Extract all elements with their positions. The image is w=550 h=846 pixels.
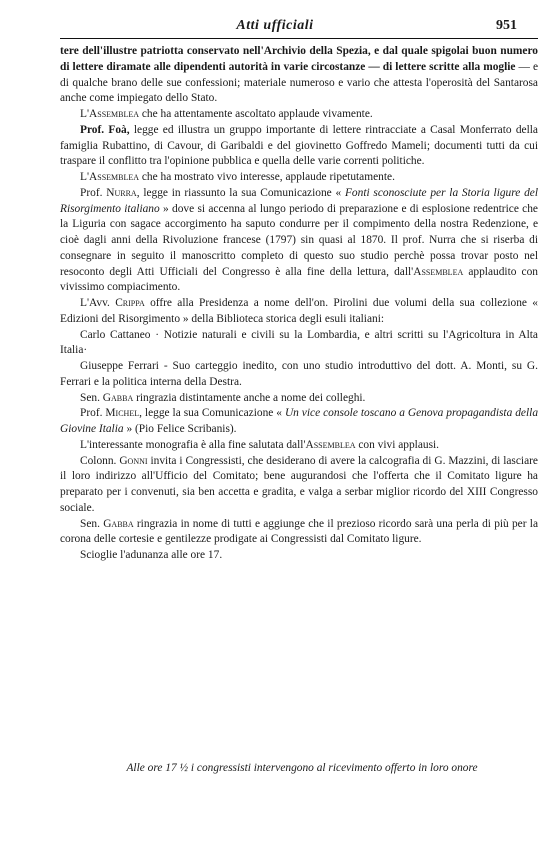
speaker-name: Gabba [102, 391, 134, 404]
paragraph-monografia [60, 438, 538, 454]
speaker-name: Michel [105, 407, 140, 420]
speaker-name: Nurra [106, 186, 137, 199]
paragraph-applause-1 [60, 107, 538, 123]
text-run: L' [80, 171, 90, 183]
paragraph-michel [60, 406, 538, 438]
paragraph-cattaneo: Carlo Cattaneo · Notizie naturali e civili su la Lombardia, e altri scritti su l'Agricoltura in Alta Italia· [60, 328, 538, 357]
speaker-name: Prof. Foà, [80, 123, 130, 136]
paragraph-santarosa [60, 44, 538, 107]
text-run: applaudito con vivissimo compiacimento. [60, 265, 538, 294]
paragraph-gabba-2 [60, 517, 538, 549]
paragraph-crippa [60, 296, 538, 328]
text-run: » dove si accenna al lungo periodo di preparazione e di esplosione redentrice che la Liguria con sagace accorgimento ha saputo condurre per il compimento della nostra Redenzione, e cioè dagli anni della Rivoluzione francese (1797) sin quasi al 1870. Il prof. Nurra che si riserba di consegnare in seguito il manoscritto completo di questo suo studio perchè possa trovar posto nel resoconto degli Atti Ufficiali del Congresso è alla fine della lettura, dall' [60, 202, 538, 278]
paragraph-closing-session: Scioglie l'adunanza alle ore 17. [80, 549, 223, 561]
page-number: 951 [496, 18, 517, 33]
closing-note: Alle ore 17 ½ i congressisti intervengono al ricevimento offerto in loro onore [126, 762, 478, 774]
text-run: L'interessante monografia è alla fine salutata dall' [80, 438, 306, 451]
paragraph-gabba-1 [60, 391, 538, 407]
text-run: che ha attentamente ascoltato applaude vivamente. [139, 108, 373, 120]
bold-run: tere dell'illustre patriotta conservato nell'Archivio della Spezia, e dal quale spigolai buon numero di lettere diramate alle dipendenti autorità in varie circostanze — di lettere scritte alla moglie [60, 45, 538, 73]
text-run: , legge in riassunto la sua Comunicazione « [136, 186, 345, 199]
text-run: Prof. [80, 186, 107, 199]
text-run: ringrazia in nome di tutti e aggiunge che il prezioso ricordo sarà una perla di più per la corona delle cortesie e gentilezze prodigate ai Congressisti dal Comitato ligure. [60, 517, 538, 546]
text-run: Sen. [80, 517, 104, 530]
speaker-name: Gabba [103, 517, 134, 530]
text-run: ringrazia distintamente anche a nome dei colleghi. [133, 391, 366, 404]
text-run: invita i Congressisti, che desiderano di avere la calcografia di G. Mazzini, di lasciare il loro indirizzo all'Ufficio del Comitato; bene augurandosi che l'offerta che il Comitato ligure ha preparato per i convenuti, sia ben accetta e gradita, e valga a serbar miglior ricordo del XIII Congresso sociale. [60, 454, 538, 514]
header-rule [60, 38, 538, 39]
speaker-name: Gonni [119, 454, 148, 467]
text-run: , legge la sua Comunicazione « [139, 407, 285, 420]
text-run: » (Pio Felice Scribanis). [123, 423, 237, 435]
body-text [60, 44, 538, 564]
speaker-name: Crippa [115, 297, 145, 309]
text-run: Colonn. [80, 454, 120, 467]
text-run: L' [80, 108, 90, 120]
text-run: che ha mostrato vivo interesse, applaude ripetutamente. [139, 171, 395, 183]
communication-title: Fonti sconosciute per la Storia ligure del Risorgimento italiano [60, 186, 539, 215]
running-header: Atti ufficiali [236, 18, 314, 33]
paragraph-gonni [60, 454, 538, 517]
paragraph-nurra [60, 186, 538, 296]
paragraph-ferrari: Giuseppe Ferrari - Suo carteggio inedito, con uno studio introduttivo del dott. A. Monti, su G. Ferrari e la politica interna della Destra. [60, 360, 538, 388]
text-run: — e di qualche brano delle sue confessioni; materiale numeroso e vario che attesta l'operosità del Santarosa anche come impiegato dello Stato. [60, 60, 538, 105]
text-run: offre alla Presidenza a nome dell'on. Pirolini due volumi della sua collezione « Edizioni del Risorgimento » della Biblioteca storica degli esuli italiani: [60, 297, 538, 325]
assembly-name: Assemblea [305, 438, 356, 451]
text-run: L'Avv. [80, 297, 116, 309]
communication-title: Un vice console toscano a Genova propagandista della Giovine Italia [60, 407, 539, 435]
paragraph-foa [60, 123, 538, 170]
text-run: con vivi applausi. [355, 438, 440, 451]
text-run: Sen. [80, 391, 103, 404]
text-run: legge ed illustra un gruppo importante di lettere rintracciate a Casal Monferrato della famiglia Rubattino, di Cavour, di Garibaldi e del giovinetto Goffredo Mameli; documenti tutti da cui traspare il conflitto tra l'opinione pubblica e quella delle varie correnti politiche. [60, 123, 538, 168]
assembly-name: Assemblea [413, 265, 464, 278]
assembly-name: Assemblea [89, 108, 140, 120]
paragraph-applause-2 [60, 170, 538, 186]
assembly-name: Assemblea [89, 171, 140, 183]
text-run: Prof. [80, 407, 106, 420]
